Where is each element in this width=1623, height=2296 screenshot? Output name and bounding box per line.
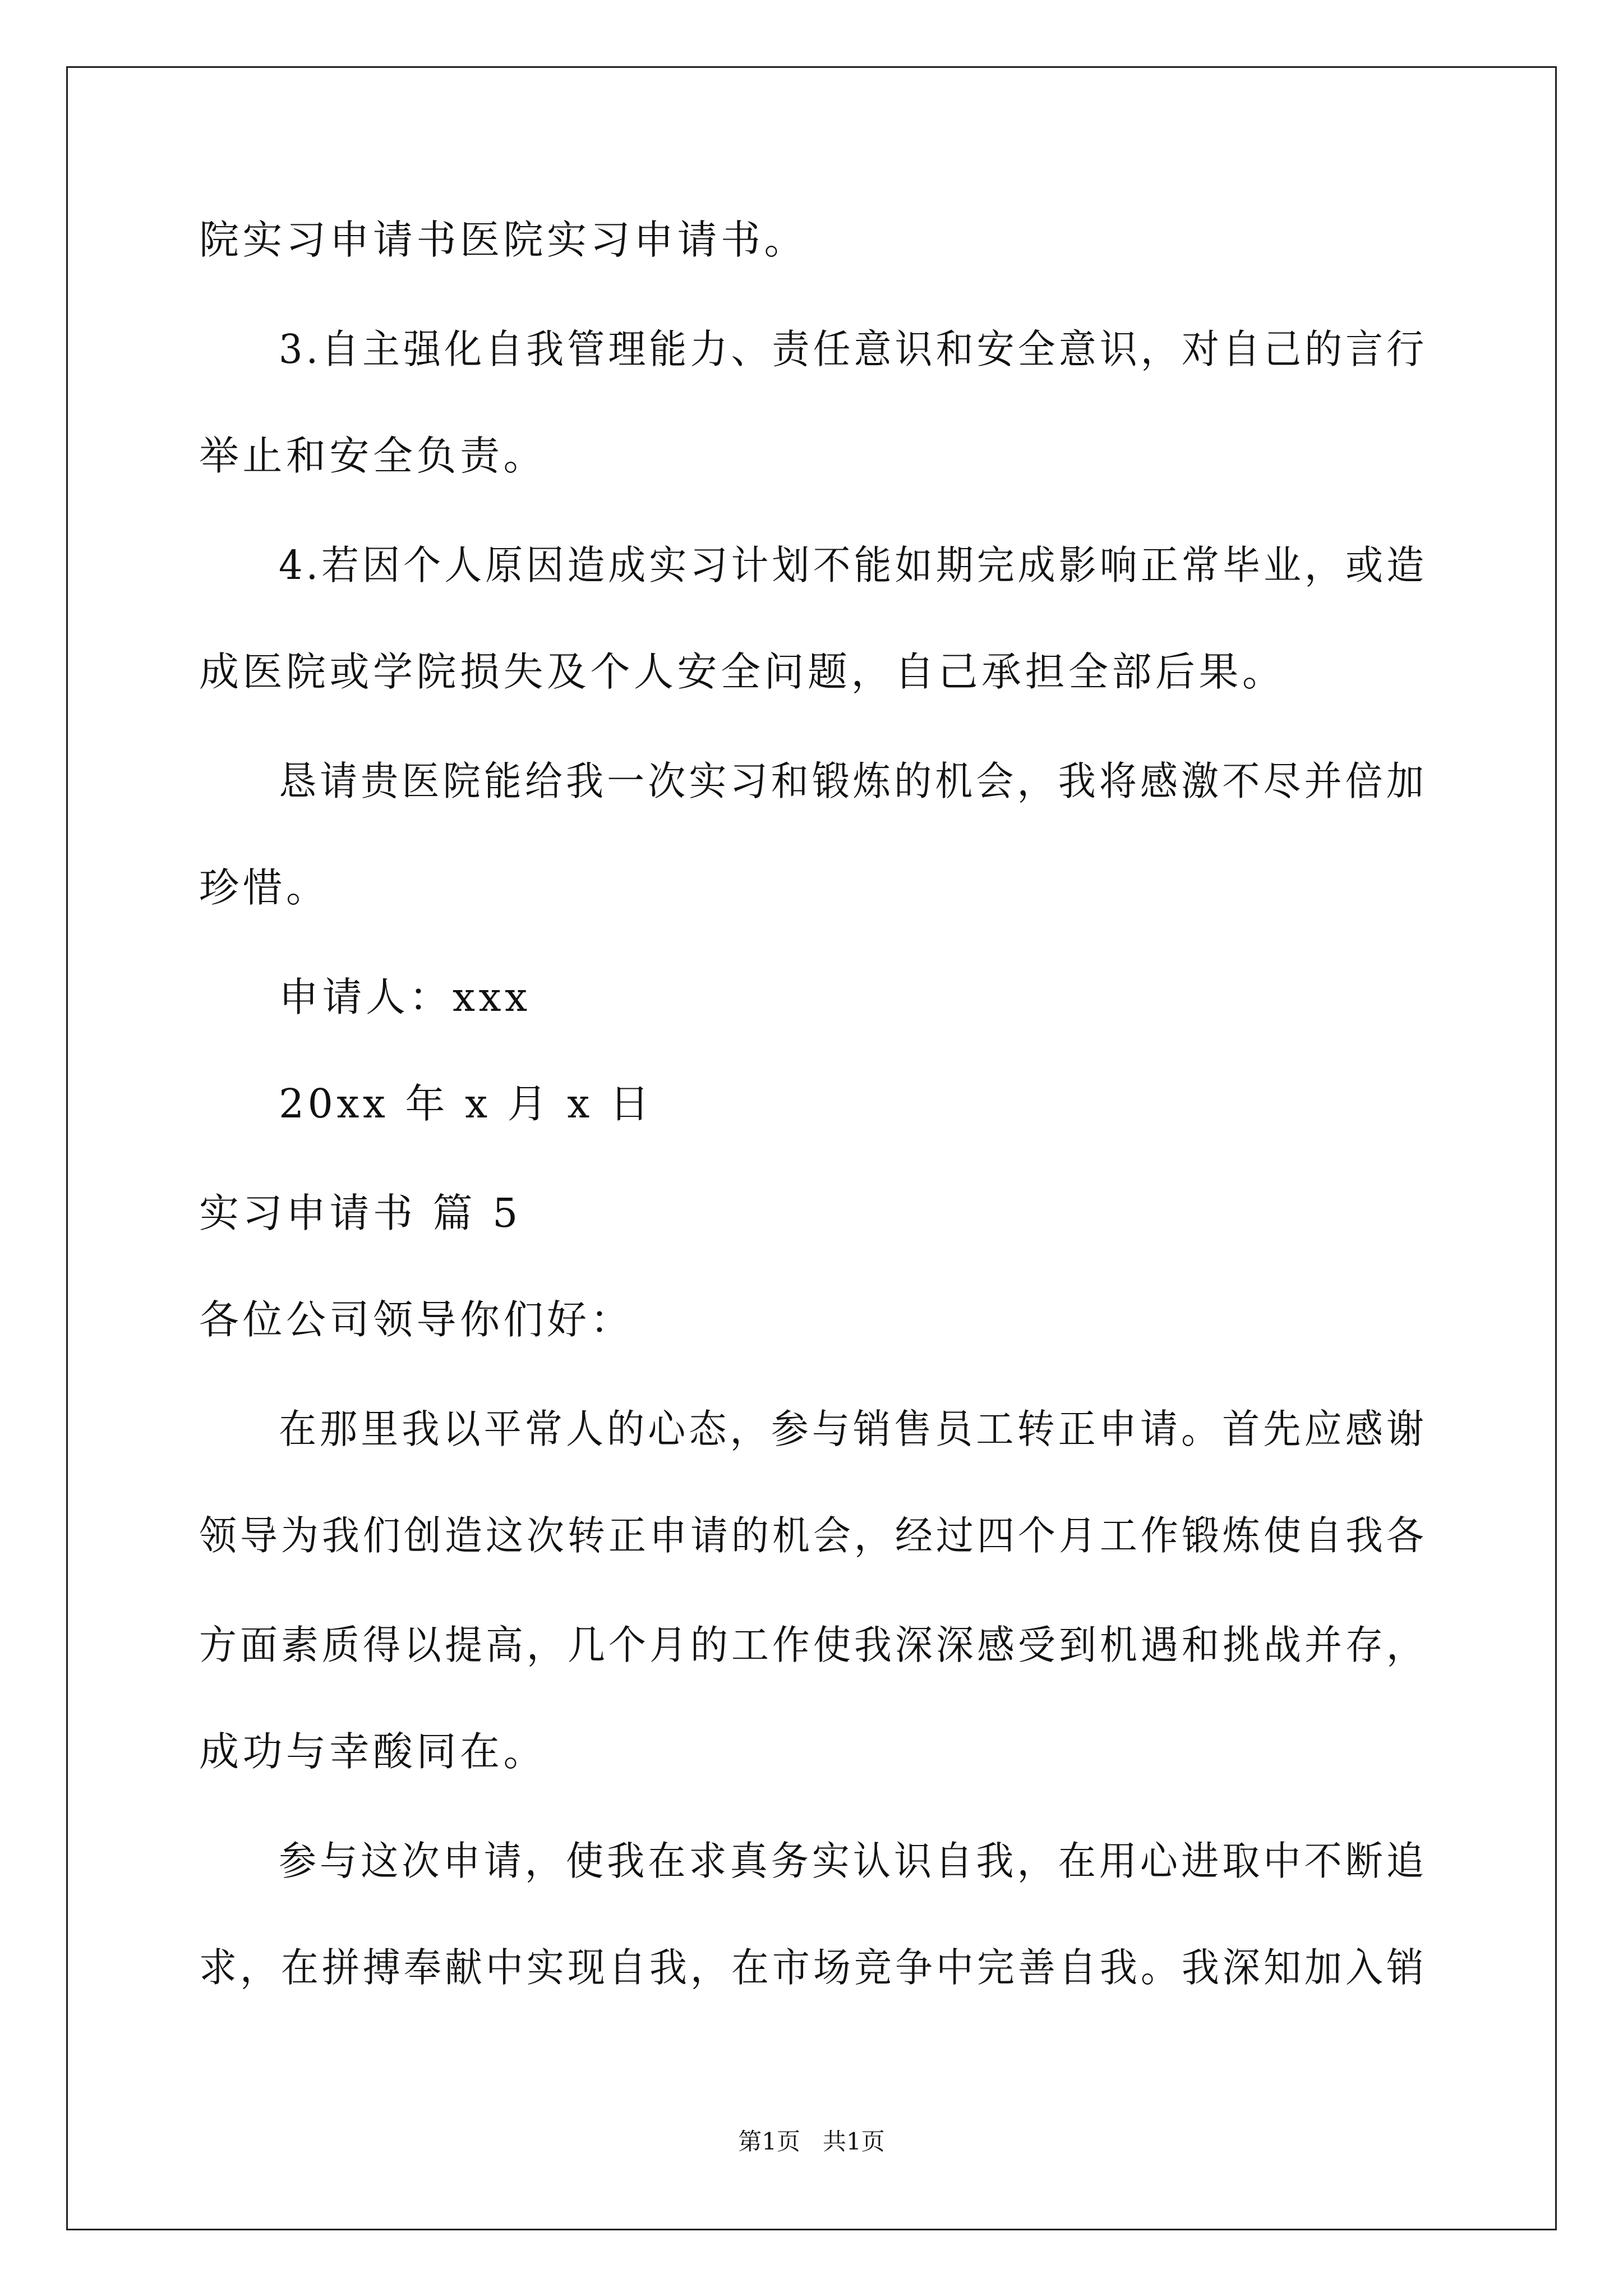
section-heading: 实习申请书 篇 5: [199, 1190, 522, 1236]
text-line: 在那里我以平常人的心态，参与销售员工转正申请。首先应感谢: [279, 1406, 1428, 1452]
date-line: 20xx 年 x 月 x 日: [279, 1080, 653, 1127]
text-line: 成医院或学院损失及个人安全问题，自己承担全部后果。: [199, 648, 1286, 695]
text-line: 方面素质得以提高，几个月的工作使我深深感受到机遇和挑战并存，: [199, 1622, 1428, 1668]
text-line: 参与这次申请，使我在求真务实认识自我，在用心进取中不断追: [279, 1838, 1428, 1884]
text-line: 求，在拼搏奉献中实现自我，在市场竞争中完善自我。我深知加入销: [199, 1944, 1428, 1991]
text-line: 举止和安全负责。: [199, 432, 547, 479]
page-border: [66, 66, 1557, 2230]
page-footer: 第1页 共1页: [738, 2128, 885, 2155]
text-line: 3.自主强化自我管理能力、责任意识和安全意识，对自己的言行: [279, 326, 1428, 372]
text-line: 领导为我们创造这次转正申请的机会，经过四个月工作锻炼使自我各: [199, 1512, 1428, 1559]
text-line: 4.若因个人原因造成实习计划不能如期完成影响正常毕业，或造: [279, 542, 1428, 588]
signature-line: 申请人：xxx: [279, 974, 531, 1020]
text-line: 成功与幸酸同在。: [199, 1728, 547, 1775]
text-line: 院实习申请书医院实习申请书。: [199, 217, 808, 263]
text-line: 珍惜。: [199, 864, 330, 911]
text-line: 恳请贵医院能给我一次实习和锻炼的机会，我将感激不尽并倍加: [279, 758, 1428, 804]
salutation: 各位公司领导你们好：: [199, 1296, 634, 1343]
